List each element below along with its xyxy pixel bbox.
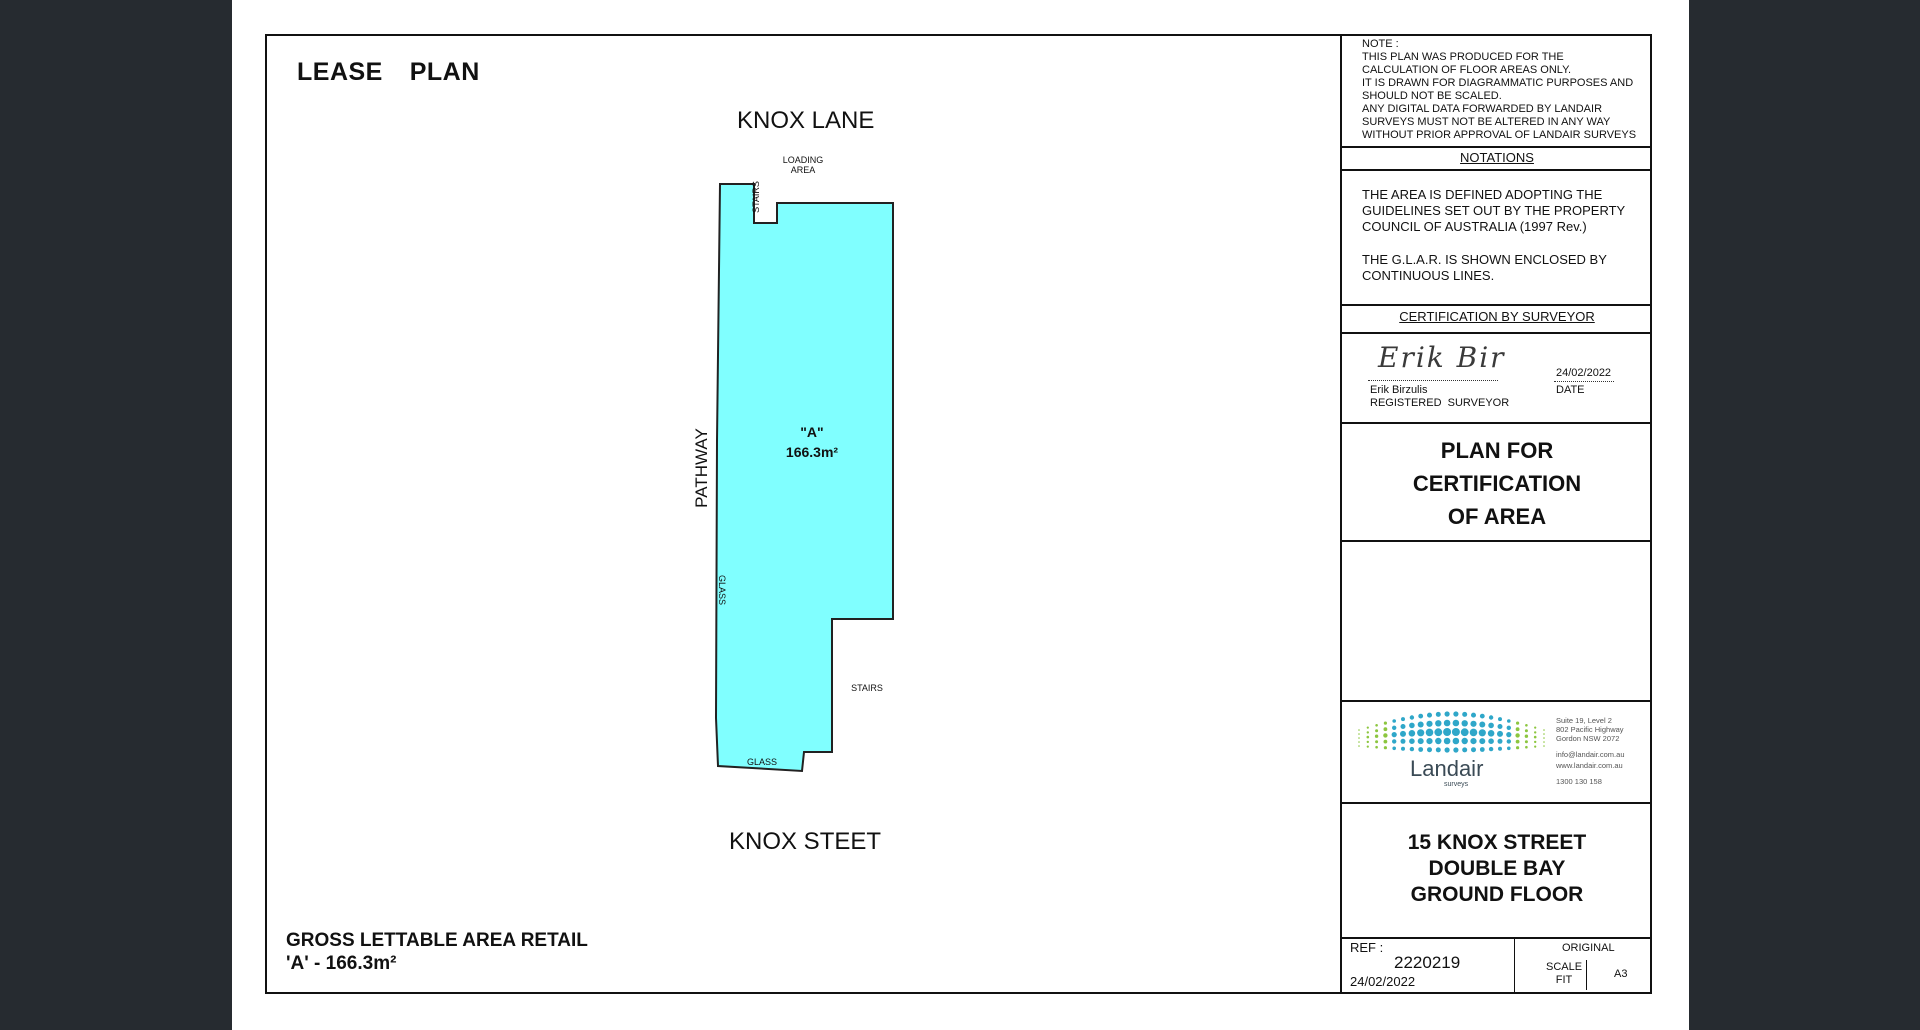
logo-dot: [1436, 712, 1441, 717]
logo-dot: [1498, 747, 1502, 751]
logo-dot: [1515, 733, 1519, 737]
logo-dot: [1543, 745, 1545, 747]
logo-dot: [1452, 728, 1460, 736]
logo-dot: [1435, 738, 1441, 744]
logo-dot: [1507, 747, 1511, 751]
logo-dot: [1417, 729, 1424, 736]
logo-dot: [1462, 738, 1468, 744]
notation-text-1: THE AREA IS DEFINED ADOPTING THE GUIDELINES SET OUT BY THE PROPERTY COUNCIL OF AUSTRALIA (1997 Rev.): [1362, 187, 1625, 234]
sheet-size: A3: [1614, 968, 1628, 980]
logo-dot: [1461, 728, 1469, 736]
logo-dot: [1516, 746, 1519, 749]
logo-dot: [1444, 720, 1451, 727]
disclaimer-note: NOTE : THIS PLAN WAS PRODUCED FOR THE CALCULATION OF FLOOR AREAS ONLY. IT IS DRAWN FOR DIAGRAMMATIC PURPOSES AND SHOULD NOT BE SCALED. ANY DIGITAL DATA FORWARDED BY LANDAIR SURVEYS MUST NOT BE ALTERED IN ANY WAY WITHOUT PRIOR APPROVAL OF LANDAIR SURVEYS: [1362, 38, 1637, 141]
logo-dot: [1444, 738, 1451, 745]
logo-dot: [1507, 739, 1511, 743]
logo-dot: [1367, 731, 1369, 733]
logo-dot: [1427, 713, 1432, 718]
notations-heading: NOTATIONS: [1460, 150, 1534, 165]
notation-text-2: THE G.L.A.R. IS SHOWN ENCLOSED BY CONTINUOUS LINES.: [1362, 252, 1607, 283]
logo-dot: [1418, 714, 1423, 719]
logo-dot: [1383, 733, 1387, 737]
logo-dot: [1516, 722, 1519, 725]
logo-dot: [1479, 738, 1485, 744]
logo-dot: [1434, 728, 1442, 736]
logo-dot: [1516, 740, 1520, 744]
ref-number: 2220219: [1394, 953, 1461, 972]
logo-dot: [1543, 737, 1545, 739]
landair-phone: 1300 130 158: [1556, 777, 1602, 786]
ref-label: REF :: [1350, 940, 1384, 955]
logo-dot: [1367, 746, 1369, 748]
logo-dot: [1498, 717, 1502, 721]
glass-label-left: GLASS: [717, 574, 727, 605]
logo-dot: [1436, 747, 1441, 752]
landair-address: Suite 19, Level 2 802 Pacific Highway Gordon NSW 2072: [1556, 716, 1624, 743]
divider: [1342, 169, 1652, 171]
gla-value: 'A' - 166.3m²: [286, 953, 397, 974]
logo-dot: [1480, 714, 1485, 719]
logo-dot: [1375, 740, 1378, 743]
loading-area-label: LOADING AREA: [782, 155, 824, 175]
logo-dot: [1384, 746, 1387, 749]
logo-dot: [1488, 738, 1494, 744]
logo-dot: [1462, 712, 1467, 717]
logo-dot: [1479, 729, 1486, 736]
divider: [1342, 304, 1652, 306]
logo-dot: [1409, 730, 1416, 737]
logo-dot: [1443, 728, 1451, 736]
logo-dot: [1534, 727, 1536, 729]
logo-dot: [1401, 739, 1406, 744]
surveyor-signature: Erik Bir: [1378, 341, 1506, 374]
logo-dot: [1525, 724, 1528, 727]
logo-dot: [1470, 738, 1476, 744]
street-label-bottom: KNOX STEET: [729, 828, 882, 855]
divider: [1342, 937, 1652, 939]
logo-dot: [1516, 727, 1520, 731]
logo-dot: [1418, 747, 1423, 752]
logo-dot: [1445, 747, 1450, 752]
logo-dot: [1470, 721, 1476, 727]
logo-dot: [1453, 711, 1458, 716]
original-label: ORIGINAL: [1562, 942, 1615, 954]
gla-summary: [286, 929, 588, 975]
logo-dot: [1525, 746, 1528, 749]
logo-dot: [1507, 726, 1511, 730]
logo-dot: [1358, 733, 1360, 735]
logo-dot: [1426, 738, 1432, 744]
logo-dot: [1534, 736, 1537, 739]
scale-divider: [1586, 960, 1587, 990]
signature-line: [1368, 380, 1498, 381]
logo-dot: [1543, 741, 1545, 743]
logo-dot: [1498, 724, 1503, 729]
logo-dot: [1534, 731, 1536, 733]
stairs-label-right: STAIRS: [851, 683, 883, 693]
logo-dot: [1409, 738, 1415, 744]
landair-logo-sub: surveys: [1444, 781, 1469, 788]
logo-dot: [1401, 717, 1405, 721]
logo-dot: [1367, 736, 1370, 739]
plan-sheet: [232, 0, 1689, 1030]
divider: [1342, 422, 1652, 424]
logo-dot: [1384, 740, 1388, 744]
title-block: [1340, 34, 1652, 994]
gla-title: GROSS LETTABLE AREA RETAIL: [286, 930, 588, 951]
logo-dot: [1471, 713, 1476, 718]
divider: [1342, 802, 1652, 804]
logo-dot: [1488, 730, 1495, 737]
logo-dot: [1426, 721, 1432, 727]
area-value: 166.3m²: [785, 444, 839, 460]
logo-dot: [1392, 719, 1396, 723]
logo-dot: [1392, 726, 1396, 730]
date-line: [1554, 381, 1614, 382]
scale-label: SCALE FIT: [1546, 961, 1583, 986]
logo-dot: [1453, 747, 1458, 752]
logo-dot: [1358, 741, 1360, 743]
logo-dot: [1453, 738, 1460, 745]
lease-plan-title: LEASE PLAN: [297, 58, 480, 86]
glass-label-bottom: GLASS: [746, 757, 777, 767]
logo-dot: [1489, 747, 1493, 751]
logo-dot: [1525, 740, 1528, 743]
logo-dot: [1426, 729, 1434, 737]
logo-dot: [1384, 727, 1388, 731]
logo-dot: [1488, 723, 1494, 729]
logo-dot: [1392, 747, 1396, 751]
logo-dot: [1470, 729, 1478, 737]
logo-dot: [1497, 731, 1503, 737]
logo-dot: [1375, 729, 1378, 732]
logo-dot: [1384, 722, 1387, 725]
street-label-top: KNOX LANE: [737, 107, 875, 134]
logo-dot: [1375, 746, 1378, 749]
logo-dot: [1392, 732, 1397, 737]
ref-divider: [1514, 937, 1515, 994]
logo-dot: [1358, 729, 1360, 731]
pathway-label: PATHWAY: [692, 428, 711, 508]
logo-dot: [1534, 741, 1536, 743]
logo-dot: [1462, 720, 1468, 726]
logo-dot: [1445, 711, 1450, 716]
landair-logo-name: Landair: [1410, 756, 1484, 781]
divider: [1342, 700, 1652, 702]
divider: [1342, 540, 1652, 542]
logo-dot: [1489, 715, 1493, 719]
logo-dot: [1410, 715, 1414, 719]
logo-dot: [1367, 727, 1369, 729]
certification-heading: CERTIFICATION BY SURVEYOR: [1399, 309, 1595, 324]
logo-dot: [1534, 746, 1536, 748]
plan-for-certification: PLAN FOR CERTIFICATION OF AREA: [1412, 438, 1582, 529]
logo-dot: [1358, 745, 1360, 747]
logo-dot: [1401, 747, 1405, 751]
surveyor-role: REGISTERED SURVEYOR: [1370, 397, 1510, 409]
logo-dot: [1375, 735, 1378, 738]
logo-dot: [1480, 747, 1485, 752]
logo-dot: [1525, 735, 1528, 738]
divider: [1342, 146, 1652, 148]
logo-dot: [1453, 720, 1460, 727]
logo-dot: [1543, 729, 1545, 731]
logo-dot: [1507, 719, 1511, 723]
logo-dot: [1400, 731, 1406, 737]
landair-contact: info@landair.com.au www.landair.com.au: [1556, 750, 1625, 770]
logo-dot: [1543, 733, 1545, 735]
stairs-label-top: STAIRS: [751, 181, 761, 213]
ref-date: 24/02/2022: [1350, 974, 1416, 989]
certification-date: 24/02/2022: [1556, 367, 1612, 379]
logo-dot: [1498, 739, 1503, 744]
logo-dot: [1358, 737, 1360, 739]
logo-dot: [1479, 722, 1485, 728]
logo-dot: [1435, 720, 1441, 726]
logo-dot: [1392, 739, 1396, 743]
logo-dot: [1525, 729, 1528, 732]
logo-dot: [1506, 732, 1511, 737]
divider: [1342, 332, 1652, 334]
logo-dot: [1409, 723, 1415, 729]
surveyor-name: Erik Birzulis: [1370, 384, 1428, 396]
logo-dot: [1427, 747, 1432, 752]
logo-dot: [1367, 741, 1369, 743]
logo-dot: [1375, 724, 1378, 727]
logo-dot: [1471, 747, 1476, 752]
property-address: 15 KNOX STREET DOUBLE BAY GROUND FLOOR: [1407, 831, 1587, 906]
date-label: DATE: [1556, 384, 1585, 396]
logo-dot: [1462, 747, 1467, 752]
logo-dot: [1418, 738, 1424, 744]
logo-dot: [1401, 724, 1406, 729]
area-label: "A": [800, 424, 824, 440]
logo-dot: [1418, 722, 1424, 728]
logo-dot: [1410, 747, 1414, 751]
